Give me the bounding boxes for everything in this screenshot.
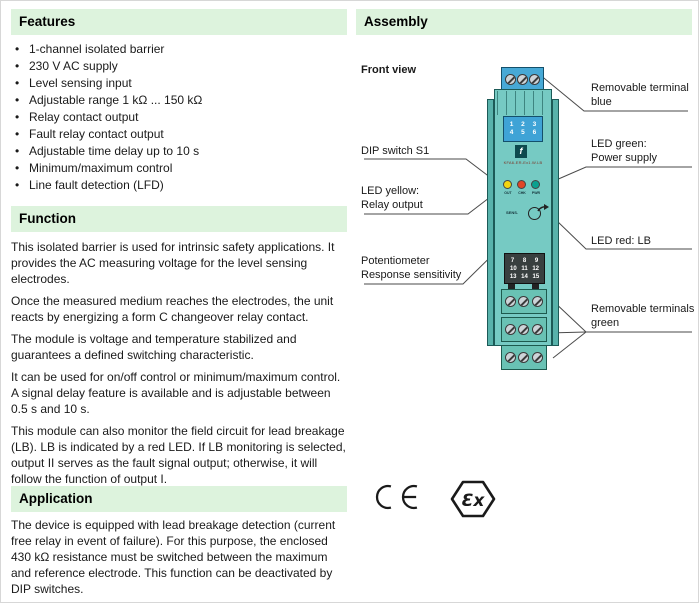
application-text bbox=[11, 517, 347, 603]
features-title: Features bbox=[19, 14, 76, 29]
ex-atex-icon bbox=[449, 478, 497, 520]
led-yellow bbox=[503, 180, 512, 189]
housing-fins bbox=[497, 91, 549, 115]
terminal-number-plate: 7 8 9 10 11 12 13 14 15 bbox=[504, 253, 545, 284]
function-paragraph: This isolated barrier is used for intrinsic safety applications. It provides the AC measuring voltage for the level sensing electrodes. bbox=[11, 240, 335, 286]
terminal-screw-icon bbox=[529, 74, 540, 85]
housing-rail-right bbox=[552, 99, 559, 346]
feature-item: • Fault relay contact output bbox=[13, 126, 343, 143]
terminal-screw-icon bbox=[505, 324, 516, 335]
application-header bbox=[11, 486, 347, 512]
device-model-label: KFA6-ER-Ex1.W.LB bbox=[503, 160, 543, 165]
function-text bbox=[11, 239, 347, 493]
ce-mark-icon bbox=[369, 483, 421, 511]
application-title: Application bbox=[19, 491, 93, 506]
left-column bbox=[11, 1, 347, 603]
function-header bbox=[11, 206, 347, 232]
terminal-screw-icon bbox=[532, 324, 543, 335]
dip-switch-s1: 1 2 3 4 5 6 bbox=[503, 116, 543, 142]
function-paragraph: It can be used for on/off control or minimum/maximum control. A signal delay feature is available and is adjustable between 0.5 s and 10 s. bbox=[11, 370, 341, 416]
front-view-label: Front view bbox=[361, 64, 417, 76]
assembly-title: Assembly bbox=[364, 14, 428, 29]
led-red-label: LED red: LB bbox=[591, 235, 651, 247]
feature-item: • Relay contact output bbox=[13, 109, 343, 126]
terminal-screw-icon bbox=[517, 74, 528, 85]
application-paragraph: The device is equipped with lead breakage detection (current free relay in event of failure). For this purpose, the enclosed 430 kΩ resistance must be switched between the maximum and reference electrode. This function can be deactivated by DIP switches. bbox=[11, 518, 336, 596]
led-caption-out: OUT bbox=[504, 191, 512, 195]
device-front-view bbox=[487, 59, 559, 377]
removable-terminal-green-3 bbox=[501, 345, 547, 370]
function-paragraph: Once the measured medium reaches the electrodes, the unit reacts by energizing a form C changeover relay contact. bbox=[11, 294, 334, 324]
led-red bbox=[517, 180, 526, 189]
led-green bbox=[531, 180, 540, 189]
features-header bbox=[11, 9, 347, 35]
feature-item: • 1-channel isolated barrier bbox=[13, 41, 343, 58]
led-caption-chk: CHK bbox=[518, 191, 526, 195]
led-yellow-label: LED yellow: Relay output bbox=[361, 185, 423, 211]
terminals-green-label: Removable terminals green bbox=[591, 303, 695, 329]
features-list bbox=[13, 41, 343, 194]
terminal-screw-icon bbox=[505, 74, 516, 85]
housing-rail-left bbox=[487, 99, 494, 346]
terminal-screw-icon bbox=[532, 296, 543, 307]
feature-item: • Adjustable time delay up to 10 s bbox=[13, 143, 343, 160]
function-paragraph: This module can also monitor the field circuit for lead breakage (LB). LB is indicated by a red LED. If LB monitoring is selected, output II serves as the fault signal output; otherwise, it will follow the function of output I. bbox=[11, 424, 346, 486]
potentiometer-label: Potentiometer Response sensitivity bbox=[361, 255, 462, 281]
dip-switch-label: DIP switch S1 bbox=[361, 145, 430, 157]
right-column bbox=[356, 1, 695, 603]
removable-terminal-blue bbox=[501, 67, 544, 91]
feature-item: • Minimum/maximum control bbox=[13, 160, 343, 177]
feature-item: • 230 V AC supply bbox=[13, 58, 343, 75]
removable-terminal-green-2 bbox=[501, 317, 547, 342]
feature-item: • Adjustable range 1 kΩ ... 150 kΩ bbox=[13, 92, 343, 109]
assembly-header bbox=[356, 9, 692, 35]
led-green-label: LED green: Power supply bbox=[591, 138, 658, 164]
terminal-screw-icon bbox=[518, 352, 529, 363]
terminal-screw-icon bbox=[505, 296, 516, 307]
sens-label: SENS. bbox=[506, 210, 519, 215]
feature-item: • Line fault detection (LFD) bbox=[13, 177, 343, 194]
led-caption-pwr: PWR bbox=[531, 191, 541, 195]
function-title: Function bbox=[19, 211, 76, 226]
svg-text:Ɛx: Ɛx bbox=[461, 491, 485, 511]
removable-terminal-green-1 bbox=[501, 289, 547, 314]
terminal-screw-icon bbox=[532, 352, 543, 363]
terminal-screw-icon bbox=[505, 352, 516, 363]
pf-logo-icon: f bbox=[515, 145, 527, 158]
function-paragraph: The module is voltage and temperature stabilized and guarantees a defined switching characteristic. bbox=[11, 332, 297, 362]
potentiometer-arrow-icon bbox=[537, 202, 551, 214]
terminal-screw-icon bbox=[518, 296, 529, 307]
terminal-screw-icon bbox=[518, 324, 529, 335]
terminal-blue-label: Removable terminal blue bbox=[591, 82, 689, 108]
feature-item: • Level sensing input bbox=[13, 75, 343, 92]
